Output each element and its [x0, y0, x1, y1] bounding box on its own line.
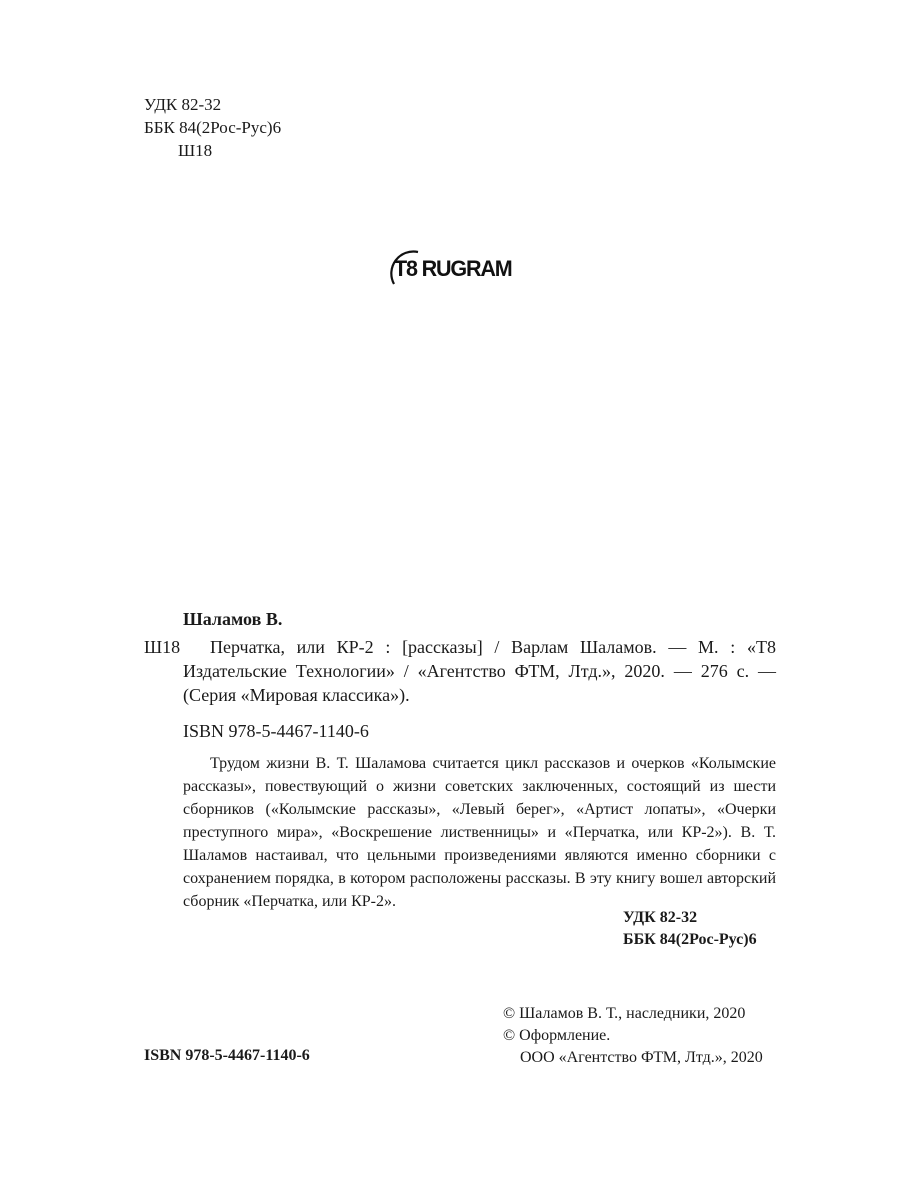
bibliographic-description: Перчатка, или КР-2 : [рассказы] / Варлам Шаламов. — М. : «Т8 Издательские Технологии» / «Агентство ФТМ, Лтд.», 2020. — 276 с. — (Серия «Мировая классика»). — [183, 637, 776, 705]
publisher-logo-text: T8 RUGRAM — [394, 256, 512, 281]
footer-classification-codes — [623, 907, 757, 951]
author-mark: Ш18 — [178, 141, 213, 160]
copyright-block — [503, 1003, 763, 1069]
udk-code: УДК 82-32 — [144, 95, 222, 114]
annotation: Трудом жизни В. Т. Шаламова считается цикл рассказов и очерков «Колымские рассказы», повествующий о жизни советских заключенных, состоящий из шести сборников («Колымские рассказы», «Левый берег», «Артист лопаты», «Очерки преступного мира», «Воскрешение лиственницы» и «Перчатка, или КР-2»). В. Т. Шаламов настаивал, что цельными произведениями являются именно сборники с сохранением порядка, в котором расположены рассказы. В эту книгу вошел авторский сборник «Перчатка, или КР-2». — [183, 755, 776, 910]
isbn: ISBN 978-5-4467-1140-6 — [183, 721, 369, 741]
footer-isbn: ISBN 978-5-4467-1140-6 — [144, 1047, 310, 1064]
footer-bbk-code: ББК 84(2Рос-Рус)6 — [623, 931, 757, 948]
publisher-logo — [388, 246, 528, 290]
copyright-design: © Оформление. — [503, 1027, 611, 1044]
bbk-code: ББК 84(2Рос-Рус)6 — [144, 118, 282, 137]
header-classification-codes — [144, 93, 281, 162]
copyright-publisher: ООО «Агентство ФТМ, Лтд.», 2020 — [520, 1049, 763, 1066]
copyright-author: © Шаламов В. Т., наследники, 2020 — [503, 1005, 746, 1022]
author-heading: Шаламов В. — [183, 609, 283, 629]
bibliographic-author-mark: Ш18 — [144, 637, 181, 657]
footer-udk-code: УДК 82-32 — [623, 909, 698, 926]
